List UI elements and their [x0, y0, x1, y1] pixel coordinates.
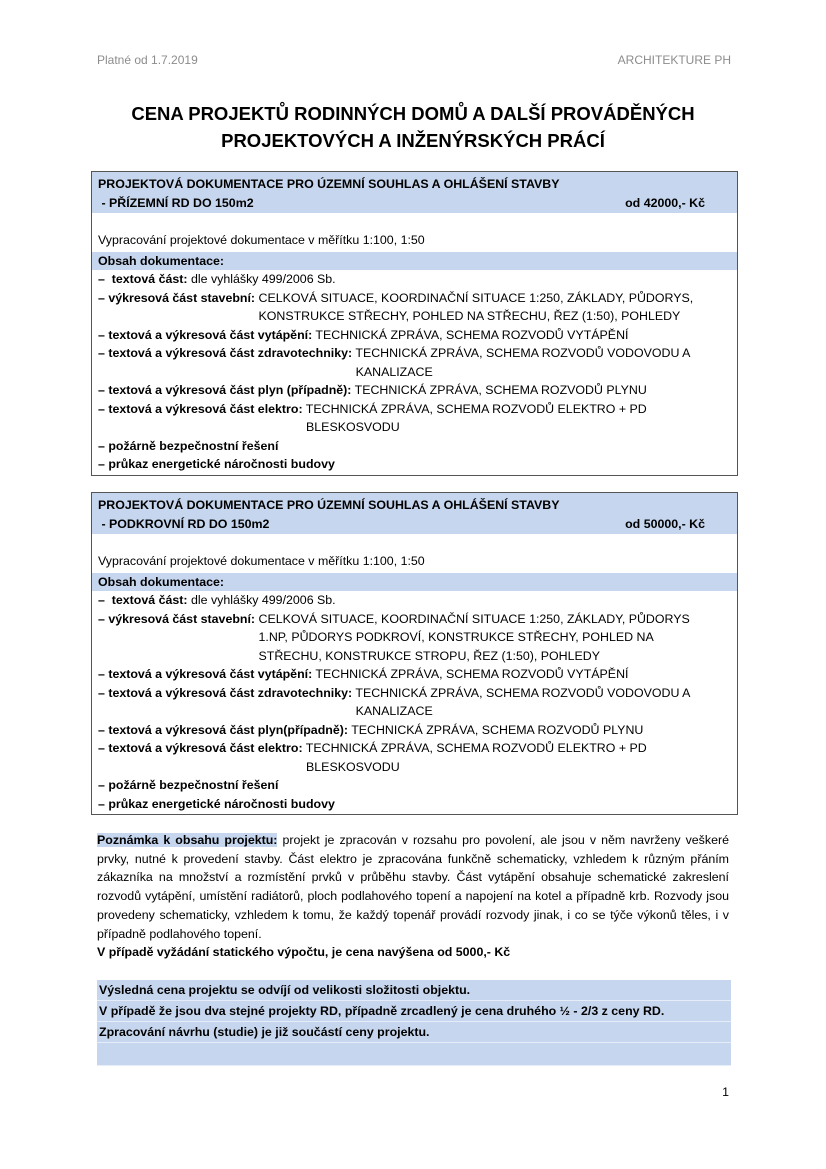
- contents-heading: Obsah dokumentace:: [92, 573, 737, 592]
- contents-item: [98, 665, 731, 684]
- contents-item-value: [348, 721, 731, 740]
- contents-item-line: TECHNICKÁ ZPRÁVA, SCHEMA ROZVODŮ VODOVODU A: [352, 685, 691, 700]
- contents-item-value: [312, 326, 731, 345]
- contents-item-line: TECHNICKÁ ZPRÁVA, SCHEMA ROZVODŮ ELEKTRO + PD: [302, 401, 647, 416]
- contents-item: [98, 289, 731, 326]
- note-text: projekt je zpracován v rozsahu pro povolení, ale jsou v něm navrženy veškeré prvky, nutné k provedení stavby. Část elektro je zpracována funkčně schematicky, vzhledem k různým přáním zákazníka na množství a rozmístění prvků v průběhu stavby. Část vytápění obsahuje schematické zakreslení rozvodů vytápění, umístění radiátorů, ploch podlahového topení a napojení na kotel a případně krb. Rozvody jsou provedeny schematicky, vzhledem k tomu, že každý topenář provádí rozvody jinak, i co se týče výkonů těles, i v případně podlahového topení.: [97, 833, 729, 941]
- scale-text: Vypracování projektové dokumentace v měřítku 1:100, 1:50: [98, 554, 425, 568]
- title-line-1: CENA PROJEKTŮ RODINNÝCH DOMŮ A DALŠÍ PROVÁDĚNÝCH: [131, 103, 695, 124]
- contents-item-value: [335, 455, 731, 474]
- contents-item-line: KANALIZACE: [352, 704, 433, 718]
- contents-item-line: 1.NP, PŮDORYS PODKROVÍ, KONSTRUKCE STŘECHY, POHLED NA: [255, 630, 654, 644]
- summary-empty-line: [97, 1043, 731, 1066]
- contents-item-line: TECHNICKÁ ZPRÁVA, SCHEMA ROZVODŮ VYTÁPĚNÍ: [312, 667, 629, 681]
- contents-item: [98, 591, 731, 610]
- contents-item-value: [278, 776, 731, 795]
- project-note: [97, 831, 729, 962]
- contents-item-label: – textová a výkresová část plyn(případně):: [98, 722, 348, 737]
- contents-item-label: – textová a výkresová část vytápění:: [98, 327, 313, 342]
- contents-item: [98, 381, 731, 400]
- static-calc-note: V případě vyžádání statického výpočtu, je cena navýšena od 5000,- Kč: [97, 945, 511, 960]
- contents-item: [98, 270, 731, 289]
- box-heading: PROJEKTOVÁ DOKUMENTACE PRO ÚZEMNÍ SOUHLAS A OHLÁŠENÍ STAVBY: [98, 177, 560, 191]
- contents-item: [98, 684, 731, 721]
- page-number: 1: [722, 1085, 729, 1099]
- contents-item-label: – výkresová část stavební:: [98, 290, 256, 305]
- contents-item: [98, 455, 731, 474]
- contents-item-line: TECHNICKÁ ZPRÁVA, SCHEMA ROZVODŮ VODOVODU A: [352, 346, 691, 360]
- contents-heading: Obsah dokumentace:: [92, 252, 737, 271]
- contents-item-value: [255, 610, 731, 666]
- contents-item-label: – textová část:: [98, 593, 188, 607]
- contents-item-value: [312, 665, 731, 684]
- contents-item-line: dle vyhlášky 499/2006 Sb.: [187, 593, 336, 607]
- box-header: [92, 493, 737, 534]
- title-line-2: PROJEKTOVÝCH A INŽENÝRSKÝCH PRÁCÍ: [221, 130, 605, 151]
- contents-item: [98, 739, 731, 776]
- contents-item-value: [335, 795, 731, 814]
- contents-item: [98, 795, 731, 814]
- contents-item-line: TECHNICKÁ ZPRÁVA, SCHEMA ROZVODŮ PLYNU: [351, 383, 647, 397]
- contents-item-label: – textová a výkresová část zdravotechniky:: [98, 346, 353, 360]
- contents-item-line: dle vyhlášky 499/2006 Sb.: [187, 272, 336, 286]
- price-summary: [97, 980, 731, 1066]
- contents-item-value: [255, 289, 731, 326]
- scale-text: Vypracování projektové dokumentace v měřítku 1:100, 1:50: [98, 233, 425, 247]
- box-subheading: - PŘÍZEMNÍ RD DO 150m2: [98, 195, 254, 210]
- contents-item-label: – textová a výkresová část zdravotechniky:: [98, 685, 353, 700]
- contents-item-line: KANALIZACE: [352, 364, 433, 379]
- summary-line: V případě že jsou dva stejné projekty RD, případně zrcadlený je cena druhého ½ - 2/3 z ceny RD.: [97, 1001, 731, 1022]
- box-price: od 42000,- Kč: [625, 195, 705, 210]
- contents-list: [92, 270, 737, 475]
- contents-item: [98, 437, 731, 456]
- contents-item-line: STŘECHU, KONSTRUKCE STROPU, ŘEZ (1:50), POHLEDY: [255, 648, 600, 663]
- contents-item-value: [303, 739, 731, 776]
- price-box-ground-floor: [91, 171, 738, 476]
- contents-item-value: [278, 437, 731, 456]
- contents-item-value: [303, 400, 731, 437]
- contents-item: [98, 344, 731, 381]
- contents-item-line: TECHNICKÁ ZPRÁVA, SCHEMA ROZVODŮ VYTÁPĚNÍ: [312, 327, 629, 342]
- contents-item-label: – průkaz energetické náročnosti budovy: [98, 796, 335, 811]
- contents-item-line: BLESKOSVODU: [302, 420, 400, 434]
- contents-item-line: TECHNICKÁ ZPRÁVA, SCHEMA ROZVODŮ PLYNU: [347, 722, 644, 737]
- contents-item-label: – průkaz energetické náročnosti budovy: [98, 457, 335, 471]
- contents-item-label: – textová a výkresová část vytápění:: [98, 667, 313, 681]
- header-company: ARCHITEKTURE PH: [617, 53, 731, 67]
- box-subheading: - PODKROVNÍ RD DO 150m2: [98, 516, 270, 531]
- contents-item-value: [188, 591, 731, 610]
- contents-item-line: CELKOVÁ SITUACE, KOORDINAČNÍ SITUACE 1:250, ZÁKLADY, PŮDORYS: [255, 611, 690, 626]
- contents-item-label: – požárně bezpečnostní řešení: [98, 438, 279, 453]
- contents-item-line: CELKOVÁ SITUACE, KOORDINAČNÍ SITUACE 1:250, ZÁKLADY, PŮDORYS,: [255, 290, 694, 305]
- price-box-attic: [91, 492, 738, 815]
- box-header: [92, 172, 737, 213]
- contents-item-label: – požárně bezpečnostní řešení: [98, 778, 279, 792]
- contents-item-line: KONSTRUKCE STŘECHY, POHLED NA STŘECHU, ŘEZ (1:50), POHLEDY: [255, 309, 681, 323]
- contents-item-label: – textová a výkresová část plyn (případně):: [98, 383, 352, 397]
- contents-item-value: [188, 270, 731, 289]
- contents-item: [98, 610, 731, 666]
- contents-item-value: [352, 344, 731, 381]
- contents-item-line: TECHNICKÁ ZPRÁVA, SCHEMA ROZVODŮ ELEKTRO + PD: [302, 741, 647, 755]
- note-label: Poznámka k obsahu projektu:: [97, 833, 278, 847]
- summary-line: Výsledná cena projektu se odvíjí od velikosti složitosti objektu.: [97, 980, 731, 1001]
- summary-line: Zpracování návrhu (studie) je již součástí ceny projektu.: [97, 1022, 731, 1043]
- contents-item: [98, 776, 731, 795]
- contents-item-value: [351, 381, 731, 400]
- header-valid-from: Platné od 1.7.2019: [97, 53, 198, 67]
- contents-item-label: – výkresová část stavební:: [98, 611, 256, 626]
- box-price: od 50000,- Kč: [625, 516, 705, 531]
- contents-item: [98, 400, 731, 437]
- contents-item-label: – textová a výkresová část elektro:: [98, 401, 303, 416]
- contents-item-label: – textová a výkresová část elektro:: [98, 741, 303, 755]
- contents-item: [98, 326, 731, 345]
- contents-item-label: – textová část:: [98, 272, 188, 286]
- contents-item-value: [352, 684, 731, 721]
- page-title: [60, 100, 766, 154]
- contents-list: [92, 591, 737, 814]
- box-heading: PROJEKTOVÁ DOKUMENTACE PRO ÚZEMNÍ SOUHLAS A OHLÁŠENÍ STAVBY: [98, 498, 560, 512]
- contents-item: [98, 721, 731, 740]
- contents-item-line: BLESKOSVODU: [302, 759, 400, 774]
